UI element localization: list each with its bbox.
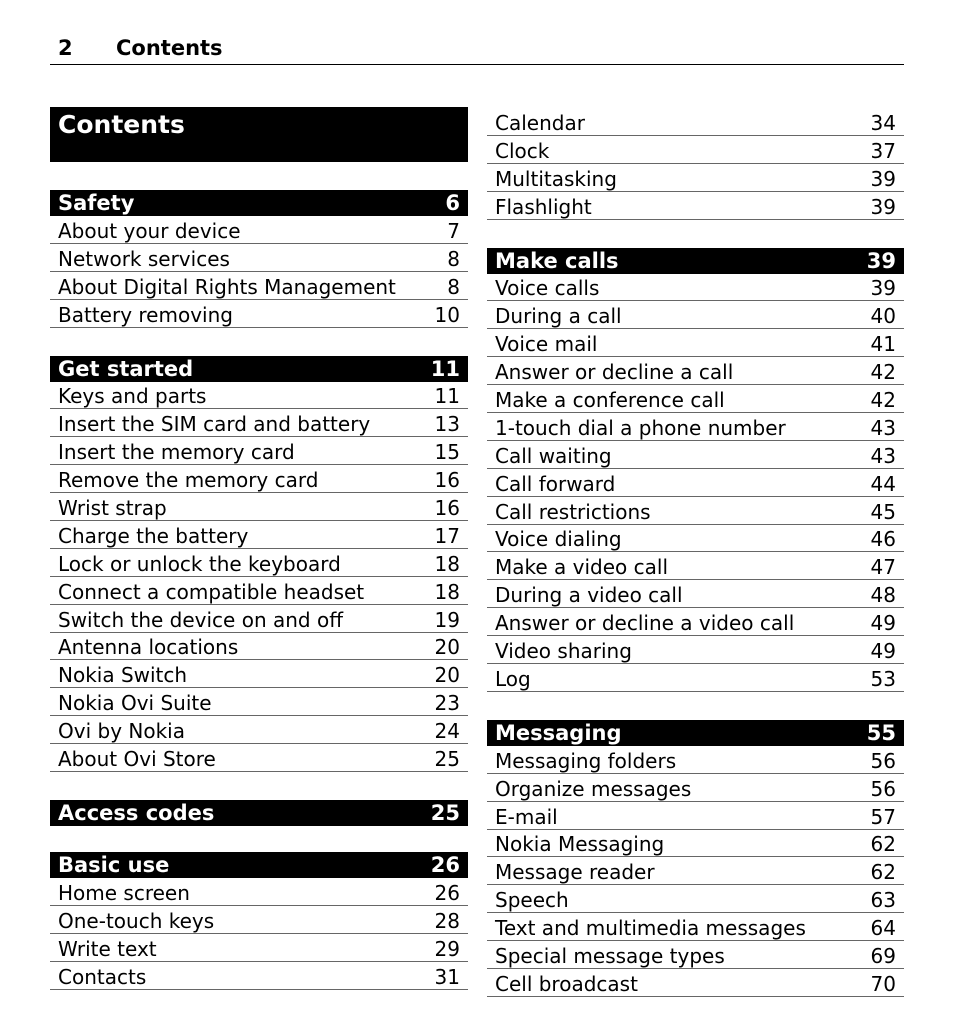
entry-label: Call restrictions bbox=[495, 499, 651, 524]
entry-label: One-touch keys bbox=[58, 908, 215, 933]
entry-page: 25 bbox=[434, 747, 460, 772]
entry-page: 39 bbox=[870, 276, 896, 301]
entry-label: Messaging folders bbox=[495, 748, 677, 773]
entry-label: Make a video call bbox=[495, 555, 669, 580]
entry-page: 62 bbox=[870, 860, 896, 885]
entry-page: 70 bbox=[870, 971, 896, 996]
toc-entry[interactable] bbox=[50, 300, 468, 328]
section-page: 39 bbox=[866, 248, 896, 273]
toc-entry[interactable] bbox=[50, 577, 468, 605]
section-title: Access codes bbox=[58, 801, 215, 826]
entry-page: 39 bbox=[870, 194, 896, 219]
section-title: Safety bbox=[58, 191, 135, 215]
entry-page: 16 bbox=[434, 496, 460, 521]
entry-page: 16 bbox=[434, 468, 460, 493]
entry-label: About Digital Rights Management bbox=[58, 274, 396, 299]
entry-page: 56 bbox=[870, 776, 896, 801]
toc-entry[interactable] bbox=[487, 497, 904, 525]
section-title: Messaging bbox=[495, 720, 622, 745]
entry-label: Insert the SIM card and battery bbox=[58, 412, 371, 437]
section-make-calls[interactable] bbox=[487, 248, 904, 274]
toc-entry[interactable] bbox=[487, 469, 904, 497]
entry-label: Wrist strap bbox=[58, 496, 167, 521]
entry-page: 43 bbox=[870, 443, 896, 468]
get-started-items bbox=[50, 382, 468, 772]
toc-entry[interactable] bbox=[50, 437, 468, 465]
toc-entry[interactable] bbox=[50, 216, 468, 244]
make-calls-items bbox=[487, 274, 904, 692]
toc-entry[interactable] bbox=[487, 274, 904, 302]
toc-entry[interactable] bbox=[50, 962, 468, 990]
entry-label: Contacts bbox=[58, 964, 147, 989]
section-get-started[interactable] bbox=[50, 356, 468, 382]
toc-entry[interactable] bbox=[487, 192, 904, 220]
entry-page: 7 bbox=[447, 218, 460, 243]
entry-page: 17 bbox=[434, 523, 460, 548]
toc-entry[interactable] bbox=[487, 857, 904, 885]
entry-label: Nokia Switch bbox=[58, 663, 188, 688]
entry-page: 53 bbox=[870, 666, 896, 691]
entry-page: 57 bbox=[870, 804, 896, 829]
toc-entry[interactable] bbox=[50, 272, 468, 300]
entry-label: E-mail bbox=[495, 804, 558, 829]
section-page: 26 bbox=[430, 853, 460, 878]
page-number: 2 bbox=[58, 36, 73, 60]
entry-label: Switch the device on and off bbox=[58, 607, 343, 632]
entry-page: 49 bbox=[870, 639, 896, 664]
continued-items bbox=[487, 108, 904, 220]
entry-page: 15 bbox=[434, 440, 460, 465]
toc-entry[interactable] bbox=[487, 636, 904, 664]
entry-label: Cell broadcast bbox=[495, 971, 638, 996]
header-title: Contents bbox=[116, 36, 223, 60]
toc-entry[interactable] bbox=[487, 441, 904, 469]
toc-entry[interactable] bbox=[487, 913, 904, 941]
entry-label: Charge the battery bbox=[58, 523, 249, 548]
entry-label: Flashlight bbox=[495, 194, 592, 219]
section-page: 11 bbox=[430, 356, 460, 381]
entry-label: Write text bbox=[58, 936, 157, 961]
toc-entry[interactable] bbox=[50, 716, 468, 744]
entry-label: 1-touch dial a phone number bbox=[495, 415, 786, 440]
entry-label: About Ovi Store bbox=[58, 747, 216, 772]
entry-page: 62 bbox=[870, 832, 896, 857]
toc-entry[interactable] bbox=[487, 552, 904, 580]
toc-entry[interactable] bbox=[50, 906, 468, 934]
toc-entry[interactable] bbox=[50, 409, 468, 437]
entry-label: Insert the memory card bbox=[58, 440, 295, 465]
entry-page: 13 bbox=[434, 412, 460, 437]
messaging-items bbox=[487, 746, 904, 997]
toc-entry[interactable] bbox=[50, 465, 468, 493]
entry-label: Voice dialing bbox=[495, 527, 622, 552]
page-header bbox=[50, 36, 904, 65]
entry-page: 48 bbox=[870, 583, 896, 608]
entry-page: 29 bbox=[434, 936, 460, 961]
toc-entry[interactable] bbox=[487, 941, 904, 969]
entry-label: Text and multimedia messages bbox=[495, 916, 806, 941]
basic-use-items bbox=[50, 878, 468, 990]
toc-left-column bbox=[50, 107, 468, 990]
entry-page: 31 bbox=[434, 964, 460, 989]
entry-page: 47 bbox=[870, 555, 896, 580]
entry-label: Voice calls bbox=[495, 276, 600, 301]
section-page: 25 bbox=[430, 801, 460, 826]
toc-entry[interactable] bbox=[487, 664, 904, 692]
entry-page: 41 bbox=[870, 332, 896, 357]
toc-entry[interactable] bbox=[487, 746, 904, 774]
entry-label: Network services bbox=[58, 246, 230, 271]
toc-entry[interactable] bbox=[50, 521, 468, 549]
entry-label: Nokia Messaging bbox=[495, 832, 665, 857]
toc-entry[interactable] bbox=[50, 493, 468, 521]
entry-label: Home screen bbox=[58, 880, 190, 905]
entry-page: 8 bbox=[447, 274, 460, 299]
entry-label: Make a conference call bbox=[495, 388, 725, 413]
toc-entry[interactable] bbox=[50, 934, 468, 962]
entry-page: 11 bbox=[434, 384, 460, 409]
entry-page: 56 bbox=[870, 748, 896, 773]
entry-label: Answer or decline a video call bbox=[495, 611, 795, 636]
toc-entry[interactable] bbox=[50, 549, 468, 577]
entry-label: Message reader bbox=[495, 860, 655, 885]
toc-entry[interactable] bbox=[487, 357, 904, 385]
entry-label: Voice mail bbox=[495, 332, 598, 357]
section-safety[interactable] bbox=[50, 190, 468, 216]
entry-label: Connect a compatible headset bbox=[58, 579, 365, 604]
section-title: Basic use bbox=[58, 853, 170, 878]
entry-page: 37 bbox=[870, 138, 896, 163]
toc-entry[interactable] bbox=[50, 744, 468, 772]
entry-page: 45 bbox=[870, 499, 896, 524]
entry-page: 42 bbox=[870, 360, 896, 385]
toc-entry[interactable] bbox=[487, 301, 904, 329]
toc-entry[interactable] bbox=[487, 329, 904, 357]
entry-page: 18 bbox=[434, 551, 460, 576]
entry-label: Call forward bbox=[495, 471, 616, 496]
toc-entry[interactable] bbox=[487, 774, 904, 802]
entry-label: Lock or unlock the keyboard bbox=[58, 551, 341, 576]
entry-label: Answer or decline a call bbox=[495, 360, 734, 385]
toc-entry[interactable] bbox=[487, 885, 904, 913]
entry-page: 34 bbox=[870, 110, 896, 135]
entry-page: 23 bbox=[434, 691, 460, 716]
entry-label: Call waiting bbox=[495, 443, 612, 468]
entry-label: Organize messages bbox=[495, 776, 692, 801]
toc-entry[interactable] bbox=[50, 605, 468, 633]
entry-page: 40 bbox=[870, 304, 896, 329]
entry-page: 8 bbox=[447, 246, 460, 271]
entry-page: 28 bbox=[434, 908, 460, 933]
entry-page: 39 bbox=[870, 166, 896, 191]
entry-label: During a video call bbox=[495, 583, 683, 608]
entry-page: 20 bbox=[434, 635, 460, 660]
toc-entry[interactable] bbox=[50, 688, 468, 716]
entry-label: Video sharing bbox=[495, 639, 632, 664]
toc-entry[interactable] bbox=[487, 385, 904, 413]
section-title: Get started bbox=[58, 356, 194, 381]
toc-entry[interactable] bbox=[487, 969, 904, 997]
entry-page: 19 bbox=[434, 607, 460, 632]
toc-entry[interactable] bbox=[487, 164, 904, 192]
entry-label: Nokia Ovi Suite bbox=[58, 691, 212, 716]
entry-label: Remove the memory card bbox=[58, 468, 319, 493]
section-access-codes[interactable] bbox=[50, 800, 468, 826]
entry-page: 49 bbox=[870, 611, 896, 636]
toc-entry[interactable] bbox=[487, 108, 904, 136]
toc-entry[interactable] bbox=[50, 878, 468, 906]
toc-entry[interactable] bbox=[50, 382, 468, 410]
entry-label: During a call bbox=[495, 304, 622, 329]
toc-entry[interactable] bbox=[487, 830, 904, 858]
section-page: 55 bbox=[866, 720, 896, 745]
entry-label: Antenna locations bbox=[58, 635, 239, 660]
entry-label: Ovi by Nokia bbox=[58, 719, 185, 744]
entry-label: Speech bbox=[495, 888, 569, 913]
section-messaging[interactable] bbox=[487, 720, 904, 746]
entry-label: Battery removing bbox=[58, 302, 233, 327]
entry-page: 18 bbox=[434, 579, 460, 604]
contents-title: Contents bbox=[50, 107, 468, 162]
toc-entry[interactable] bbox=[50, 244, 468, 272]
entry-label: About your device bbox=[58, 218, 241, 243]
section-basic-use[interactable] bbox=[50, 852, 468, 878]
entry-page: 42 bbox=[870, 388, 896, 413]
toc-entry[interactable] bbox=[50, 660, 468, 688]
entry-page: 24 bbox=[434, 719, 460, 744]
entry-page: 69 bbox=[870, 944, 896, 969]
entry-label: Log bbox=[495, 666, 531, 691]
entry-page: 20 bbox=[434, 663, 460, 688]
toc-entry[interactable] bbox=[487, 136, 904, 164]
safety-items bbox=[50, 216, 468, 328]
entry-page: 64 bbox=[870, 916, 896, 941]
entry-label: Keys and parts bbox=[58, 384, 207, 409]
section-page: 6 bbox=[445, 191, 460, 215]
entry-label: Calendar bbox=[495, 110, 585, 135]
entry-page: 10 bbox=[434, 302, 460, 327]
toc-entry[interactable] bbox=[487, 525, 904, 553]
entry-page: 43 bbox=[870, 415, 896, 440]
entry-page: 63 bbox=[870, 888, 896, 913]
entry-page: 44 bbox=[870, 471, 896, 496]
toc-entry[interactable] bbox=[487, 580, 904, 608]
section-title: Make calls bbox=[495, 248, 619, 273]
toc-entry[interactable] bbox=[487, 608, 904, 636]
entry-label: Special message types bbox=[495, 944, 725, 969]
toc-right-column bbox=[487, 108, 904, 997]
entry-page: 46 bbox=[870, 527, 896, 552]
toc-entry[interactable] bbox=[487, 802, 904, 830]
entry-label: Multitasking bbox=[495, 166, 617, 191]
toc-entry[interactable] bbox=[50, 633, 468, 661]
toc-entry[interactable] bbox=[487, 413, 904, 441]
entry-label: Clock bbox=[495, 138, 550, 163]
entry-page: 26 bbox=[434, 880, 460, 905]
